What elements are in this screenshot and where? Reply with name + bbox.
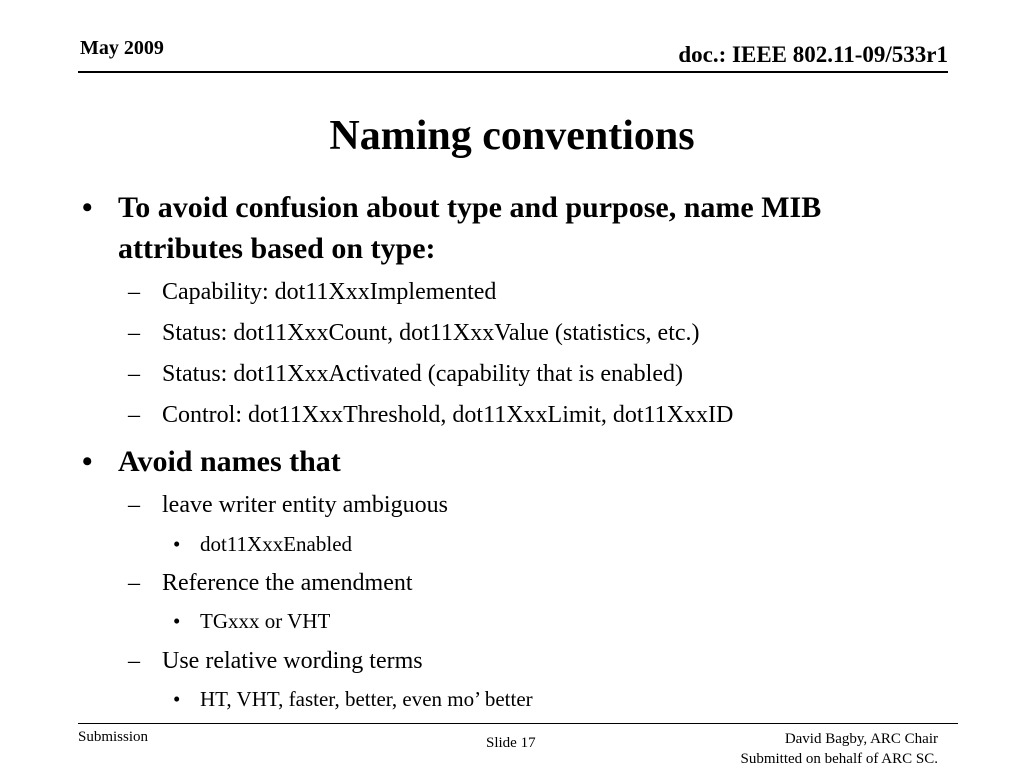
- sub-bullet-text: Reference the amendment: [162, 570, 413, 596]
- header-document-id: doc.: IEEE 802.11-09/533r1: [678, 42, 948, 67]
- sub-bullet-text: Control: dot11XxxThreshold, dot11XxxLimit, dot11XxxID: [162, 402, 734, 428]
- sub-bullet-text: Use relative wording terms: [162, 648, 423, 674]
- dash-marker: –: [128, 361, 140, 387]
- dash-marker: –: [128, 279, 140, 305]
- footer-author: [740, 729, 938, 769]
- sub-bullet: [128, 647, 423, 675]
- sub-bullet: [128, 491, 448, 519]
- sub-sub-bullet-text: dot11XxxEnabled: [200, 532, 353, 556]
- bullet-text: Avoid names that: [118, 445, 341, 478]
- dash-marker: –: [128, 570, 140, 596]
- sub-bullet: [128, 319, 700, 347]
- sub-sub-bullet-text: TGxxx or VHT: [200, 609, 331, 633]
- bullet-marker: •: [173, 609, 181, 633]
- footer-submission: Submission: [78, 729, 149, 745]
- dash-marker: –: [128, 648, 140, 674]
- sub-bullet: [128, 360, 683, 388]
- bullet-marker: •: [173, 687, 181, 711]
- sub-sub-bullet-text: HT, VHT, faster, better, even mo’ better: [200, 687, 533, 711]
- dash-marker: –: [128, 320, 140, 346]
- sub-sub-bullet: [173, 608, 330, 634]
- bullet-text: To avoid confusion about type and purpose, name MIB attributes based on type:: [118, 191, 822, 265]
- bullet-marker: •: [173, 532, 181, 556]
- header-divider: [78, 71, 948, 73]
- slide-number: Slide 17: [486, 735, 536, 751]
- header-date: May 2009: [80, 37, 164, 59]
- bullet-marker: •: [82, 445, 93, 478]
- slide-title: Naming conventions: [329, 113, 695, 159]
- sub-bullet-text: leave writer entity ambiguous: [162, 492, 448, 518]
- footer-author-line1: David Bagby, ARC Chair: [784, 731, 938, 747]
- sub-bullet: [128, 569, 413, 597]
- bullet-level1: [82, 441, 942, 482]
- dash-marker: –: [128, 402, 140, 428]
- sub-bullet: [128, 401, 733, 429]
- sub-bullet-text: Status: dot11XxxCount, dot11XxxValue (statistics, etc.): [162, 320, 700, 346]
- sub-bullet-text: Capability: dot11XxxImplemented: [162, 279, 497, 305]
- bullet-marker: •: [82, 191, 93, 224]
- dash-marker: –: [128, 492, 140, 518]
- sub-bullet-text: Status: dot11XxxActivated (capability that is enabled): [162, 361, 683, 387]
- footer-author-line2: Submitted on behalf of ARC SC.: [740, 751, 938, 767]
- sub-sub-bullet: [173, 531, 352, 557]
- footer-divider: [78, 723, 958, 724]
- bullet-level1: [82, 187, 942, 269]
- sub-sub-bullet: [173, 686, 533, 712]
- sub-bullet: [128, 278, 496, 306]
